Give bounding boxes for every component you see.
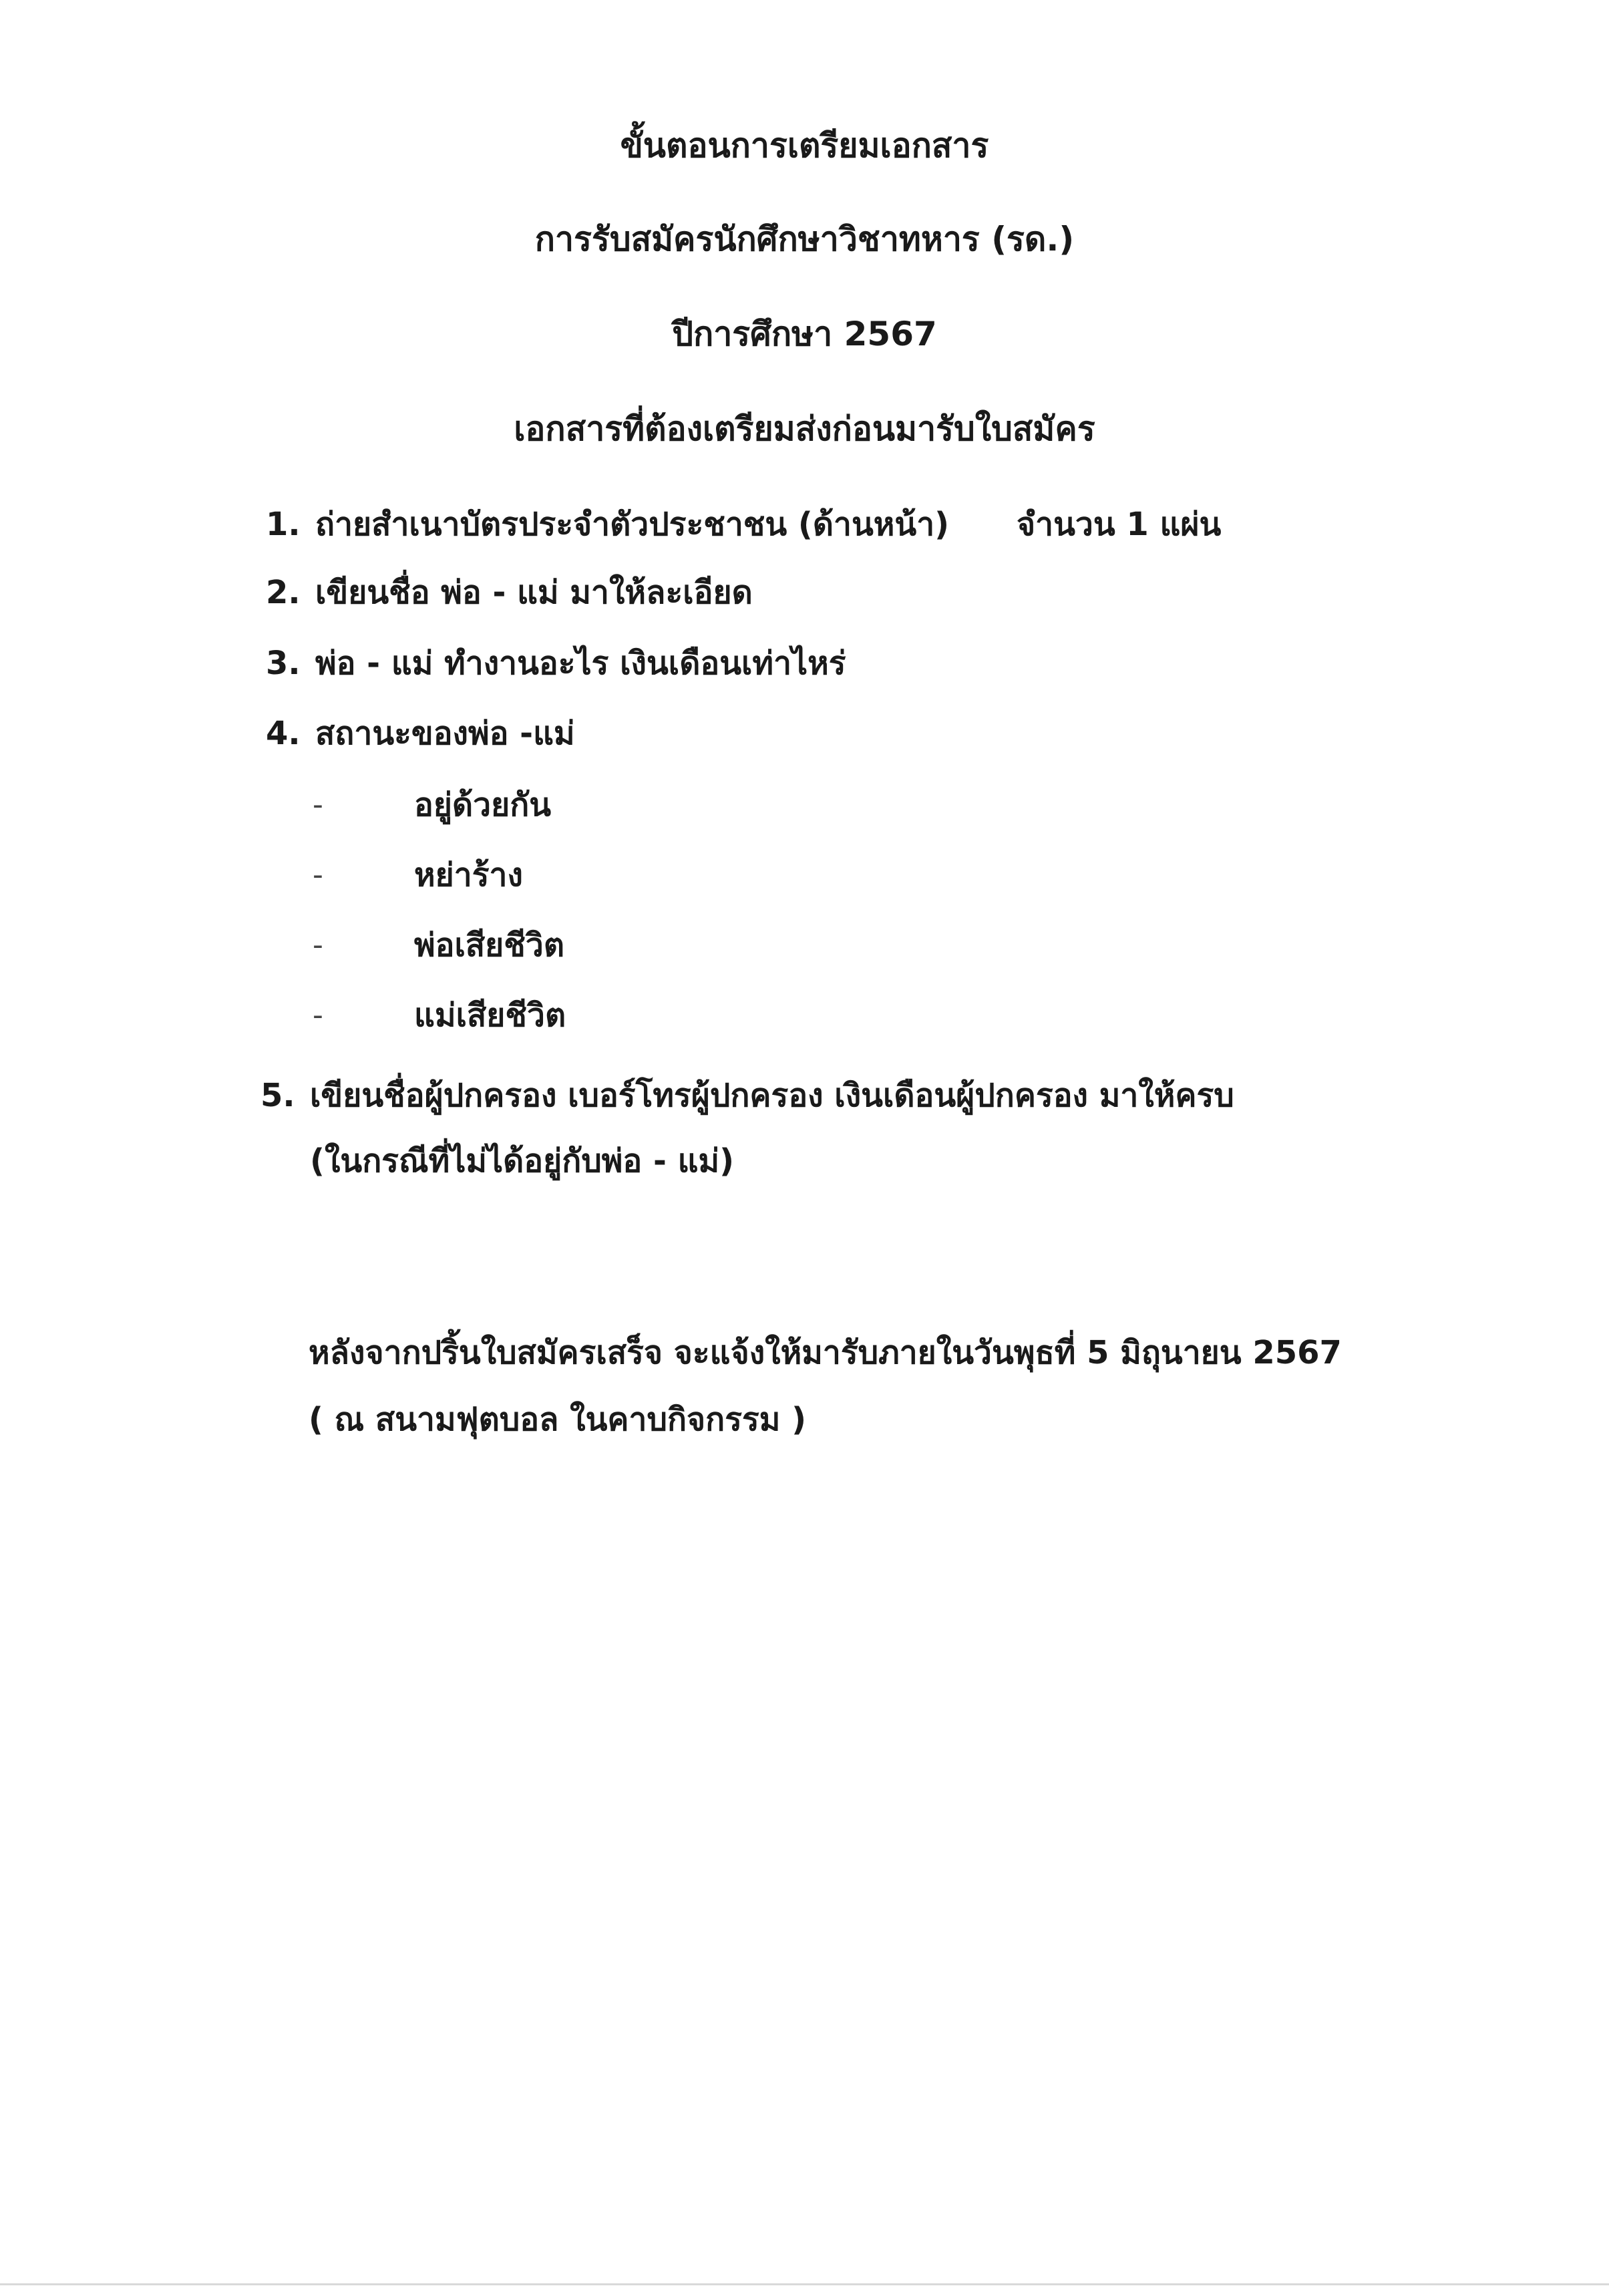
dash-bullet: - (313, 788, 323, 822)
dash-bullet: - (313, 998, 323, 1032)
item-text: ถ่ายสำเนาบัตรประจำตัวประชาชน (ด้านหน้า) (315, 506, 950, 543)
item-text: สถานะของพ่อ -แม่ (315, 715, 575, 752)
status-option-label: หย่าร้าง (414, 856, 523, 894)
document-title: ขั้นตอนการเตรียมเอกสาร (620, 126, 989, 165)
document-subtitle: การรับสมัครนักศึกษาวิชาทหาร (รด.) (534, 220, 1075, 259)
item-number: 1. (266, 506, 301, 543)
item-quantity: จำนวน 1 แผ่น (1017, 506, 1222, 543)
scan-edge-line (0, 2283, 1609, 2285)
item-note: (ในกรณีที่ไม่ได้อยู่กับพ่อ - แม่) (310, 1142, 735, 1180)
status-option-label: แม่เสียชีวิต (414, 997, 566, 1034)
item-number: 3. (266, 645, 301, 682)
dash-bullet: - (313, 858, 323, 892)
pickup-location: ( ณ สนามฟุตบอล ในคาบกิจกรรม ) (309, 1401, 807, 1438)
section-title: เอกสารที่ต้องเตรียมส่งก่อนมารับใบสมัคร (514, 409, 1095, 448)
item-number: 4. (266, 715, 301, 752)
status-option-label: อยู่ด้วยกัน (414, 786, 552, 824)
item-number: 2. (266, 574, 301, 611)
academic-year: ปีการศึกษา 2567 (672, 315, 937, 353)
dash-bullet: - (313, 928, 323, 962)
item-text: เขียนชื่อผู้ปกครอง เบอร์โทรผู้ปกครอง เงินเดือนผู้ปกครอง มาให้ครบ (310, 1077, 1234, 1114)
item-number: 5. (260, 1077, 295, 1114)
pickup-notice: หลังจากปริ้นใบสมัครเสร็จ จะแจ้งให้มารับภายในวันพุธที่ 5 มิถุนายน 2567 (309, 1334, 1342, 1371)
item-text: เขียนชื่อ พ่อ - แม่ มาให้ละเอียด (315, 574, 753, 611)
item-text: พ่อ - แม่ ทำงานอะไร เงินเดือนเท่าไหร่ (315, 645, 846, 682)
status-option-label: พ่อเสียชีวิต (414, 927, 564, 964)
